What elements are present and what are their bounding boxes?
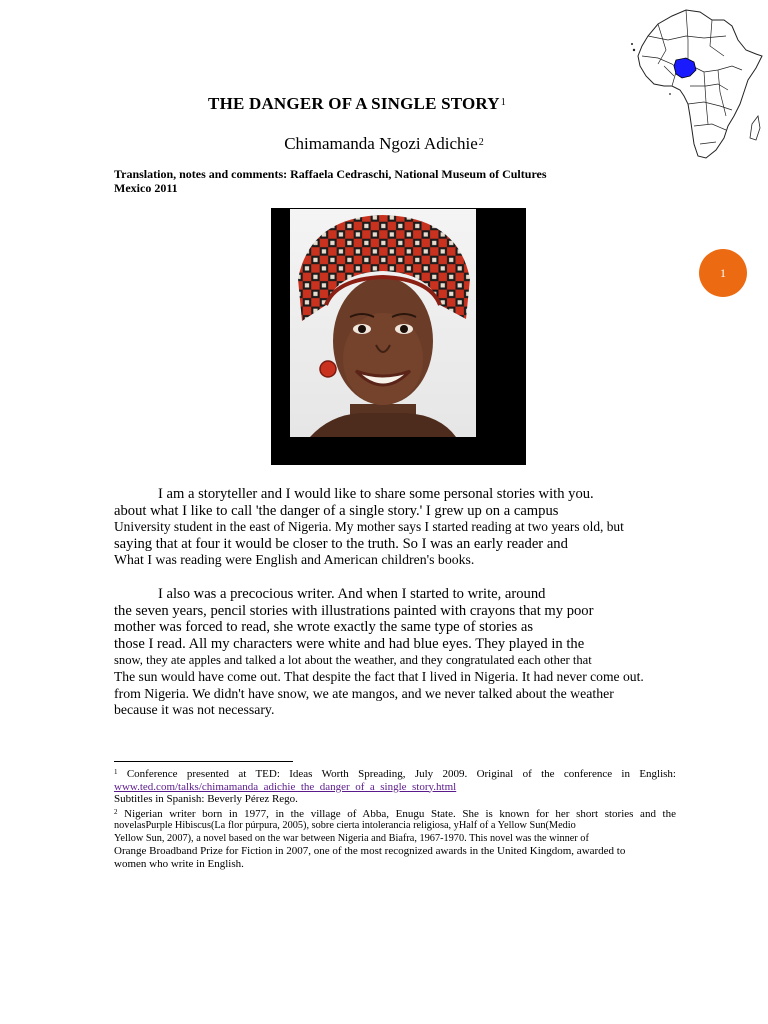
- text-line: The sun would have come out. That despite the fact that I lived in Nigeria. It had never come out.: [114, 668, 644, 684]
- footnote-1: $^1$ Conference presented at TED: Ideas Worth Spreading, July 2009. Original of the conference in English:: [114, 768, 676, 780]
- text-line: from Nigeria. We didn't have snow, we ate mangos, and we never talked about the weather: [114, 685, 614, 701]
- text-line: I also was a precocious writer. And when I started to write, around: [158, 586, 546, 602]
- body-paragraph-2: [114, 586, 698, 719]
- footnotes: [114, 766, 676, 870]
- author-portrait-photo: [290, 209, 476, 437]
- ted-talk-link[interactable]: www.ted.com/talks/chimamanda_adichie_the_danger_of_a_single_story.html: [114, 780, 457, 793]
- footnote-text: Subtitles in Spanish: Beverly Pérez Rego.: [114, 793, 298, 805]
- document-title: THE DANGER OF A SINGLE STORY$^1$: [208, 94, 506, 113]
- text-line: What I was reading were English and American children's books.: [114, 552, 475, 568]
- translation-credit: Translation, notes and comments: Raffaela Cedraschi, National Museum of Cultures Mexico 2011: [114, 167, 547, 195]
- footnote-divider: [114, 761, 293, 762]
- body-paragraph-1: [114, 486, 698, 569]
- footnote-ref-2[interactable]: 2: [478, 137, 484, 148]
- text-line: snow, they ate apples and talked a lot about the weather, and they congratulated each other that: [114, 653, 592, 668]
- footnote-text: women who write in English.: [114, 857, 244, 870]
- text-line: saying that at four it would be closer to the truth. So I was an early reader and: [114, 535, 568, 552]
- text-line: University student in the east of Nigeria. My mother says I started reading at two years old, but: [114, 519, 624, 535]
- footnote-2: $^2$ Nigerian writer born in 1977, in the village of Abba, Enugu State. She is known for her short stories and the: [114, 807, 676, 820]
- text-line: those I read. All my characters were white and had blue eyes. They played in the: [114, 635, 585, 652]
- text-line: about what I like to call 'the danger of a single story.' I grew up on a campus: [114, 502, 559, 519]
- footnote-ref-1[interactable]: 1: [500, 97, 506, 108]
- author-name: Chimamanda Ngozi Adichie$^2$: [284, 134, 484, 153]
- text-line: because it was not necessary.: [114, 702, 275, 718]
- text-line: I am a storyteller and I would like to share some personal stories with you.: [158, 486, 594, 502]
- footnote-text: novelasPurple Hibiscus(La flor púrpura, 2005), sobre cierta intolerancia religiosa, yHalf of a Yellow Sun(Medio: [114, 820, 576, 831]
- page-number-badge: 1: [699, 249, 747, 297]
- text-line: mother was forced to read, she wrote exactly the same type of stories as: [114, 619, 534, 636]
- text-line: the seven years, pencil stories with illustrations painted with crayons that my poor: [114, 602, 594, 619]
- footnote-text: Orange Broadband Prize for Fiction in 2007, one of the most recognized awards in the United Kingdom, awarded to: [114, 845, 626, 857]
- footnote-text: Yellow Sun, 2007), a novel based on the war between Nigeria and Biafra, 1967-1970. This novel was the winner of: [114, 832, 589, 844]
